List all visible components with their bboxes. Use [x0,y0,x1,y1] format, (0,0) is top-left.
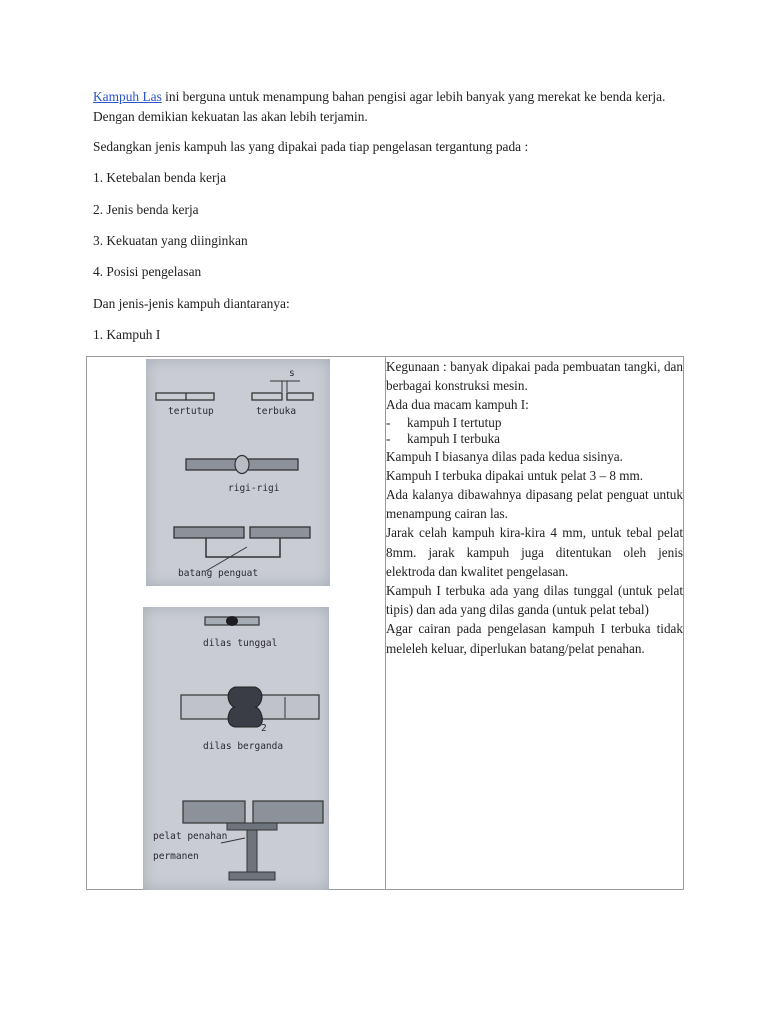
kampuh-i-variants-figure [146,359,330,586]
backing-bar-paragraph: Agar cairan pada pengelasan kampuh I terbuka tidak meleleh keluar, diperlukan batang/pelat penahan. [386,621,683,656]
intro-text: ini berguna untuk menampung bahan pengisi agar lebih banyak yang merekat ke benda kerja. Dengan demikian kekuatan las akan lebih terjamin. [93,89,666,124]
types-paragraph: Ada dua macam kampuh I: [386,397,529,413]
berganda-label: dilas berganda [203,741,284,752]
pelat-label: pelat penahan [153,831,228,842]
intro-paragraph [93,87,693,127]
dependency-intro: Sedangkan jenis kampuh las yang dipakai pada tiap pengelasan tergantung pada : [93,139,529,154]
list-marker: - [386,414,391,430]
kampuh-i-terbuka-drawing [143,607,329,890]
tunggal-label: dilas tunggal [203,638,278,649]
kampuh-i-variants-drawing [146,359,330,586]
kampuh-types-list [386,415,683,447]
kampuh-las-link[interactable]: Kampuh Las [93,89,162,104]
rigi-label: rigi-rigi [228,483,280,494]
list-marker: - [386,430,391,446]
figure-cell [87,357,386,890]
factor-item: 2. Jenis benda kerja [93,202,199,217]
section-heading: 1. Kampuh I [93,327,161,342]
permanen-label: permanen [153,851,199,862]
both-sides-paragraph: Kampuh I biasanya dilas pada kedua sisinya. [386,448,623,464]
two-label: 2 [261,723,267,734]
factor-item: 1. Ketebalan benda kerja [93,170,227,185]
types-intro: Dan jenis-jenis kampuh diantaranya: [93,296,290,311]
list-item [386,431,683,447]
batang-label: batang penguat [178,568,259,579]
terbuka-label: terbuka [256,406,297,417]
plate-thickness-paragraph: Kampuh I terbuka dipakai untuk pelat 3 – 8 mm. [386,467,644,483]
tertutup-label: tertutup [168,406,214,417]
single-double-paragraph: Kampuh I terbuka ada yang dilas tunggal (untuk pelat tipis) dan ada yang dilas ganda (untuk pelat tebal) [386,583,683,618]
factor-item: 4. Posisi pengelasan [93,264,202,279]
list-item-text: kampuh I terbuka [407,430,501,446]
gap-label: s [289,368,295,379]
list-item-text: kampuh I tertutup [407,414,502,430]
kampuh-i-table [86,356,684,890]
list-item [386,415,683,431]
kampuh-i-terbuka-figure [143,607,329,890]
usage-paragraph: Kegunaan : banyak dipakai pada pembuatan tangki, dan berbagai konstruksi mesin. [386,359,683,394]
gap-distance-paragraph: Jarak celah kampuh kira-kira 4 mm, untuk tebal pelat 8mm. jarak kampuh juga ditentukan oleh jenis elektroda dan kwalitet pengelasan. [386,525,683,579]
factor-item: 3. Kekuatan yang diinginkan [93,233,248,248]
support-plate-paragraph: Ada kalanya dibawahnya dipasang pelat penguat untuk menampung cairan las. [386,487,683,522]
description-cell [386,357,684,890]
